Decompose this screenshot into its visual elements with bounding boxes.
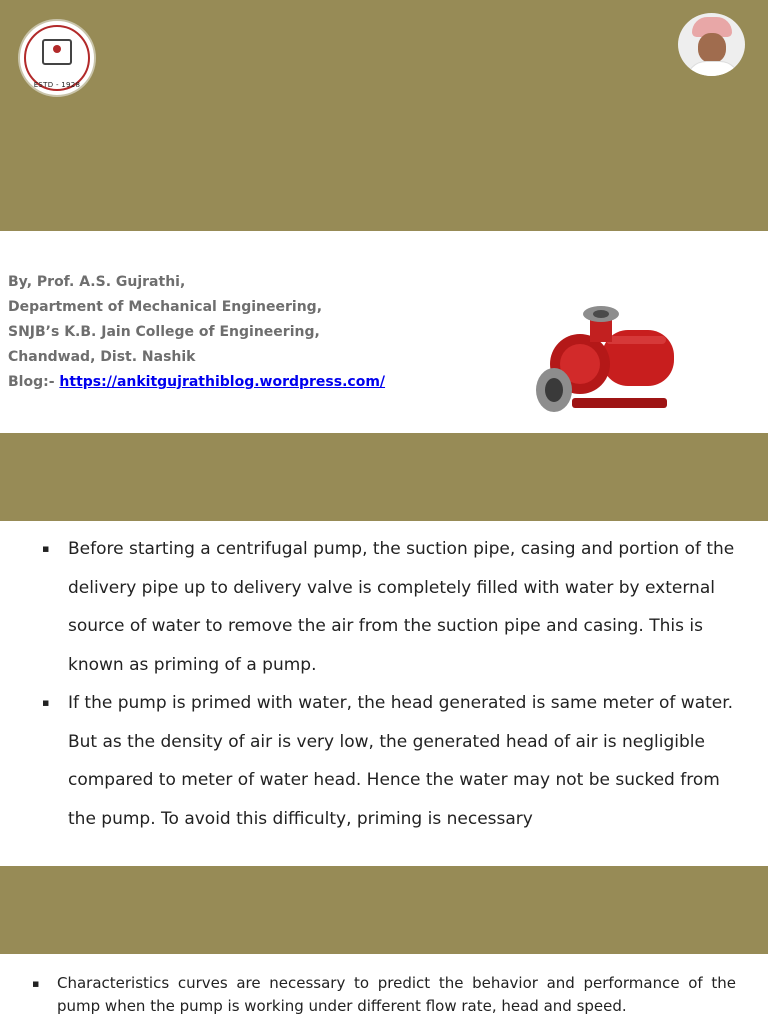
bullet-text: Before starting a centrifugal pump, the suction pipe, casing and portion of the delivery pipe up to delivery valve is completely filled with water by external source of water to remove the air from the suction pipe and casing. This is known as priming of a pump.: [68, 539, 735, 675]
bullet-text: If the pump is primed with water, the head generated is same meter of water. But as the density of air is very low, the generated head of air is negligible compared to meter of water head. Hence the water may not be sucked from the pump. To avoid this difficulty, priming is necessary: [68, 693, 734, 829]
bullet-icon: ▪: [32, 977, 40, 990]
author-info: [8, 270, 428, 395]
characteristics-bullet-list: [30, 972, 736, 1018]
bullet-icon: ▪: [42, 542, 50, 555]
section-band-2: [0, 866, 768, 954]
blog-prefix: Blog:-: [8, 374, 60, 390]
section-band-1: [0, 433, 768, 521]
college-emblem-icon: [18, 19, 96, 97]
author-blog: [8, 370, 428, 395]
author-name: By, Prof. A.S. Gujrathi,: [8, 274, 186, 290]
priming-bullet-list: [40, 530, 750, 838]
author-department: Department of Mechanical Engineering,: [8, 299, 323, 315]
emblem-center: [42, 39, 72, 65]
emblem-estd-text: ESTD - 1928: [33, 81, 81, 89]
author-college: SNJB’s K.B. Jain College of Engineering,: [8, 324, 320, 340]
header-band: [0, 0, 768, 231]
bullet-icon: ▪: [42, 696, 50, 709]
bullet-text: Characteristics curves are necessary to predict the behavior and performance of the pump when the pump is working under different flow rate, head and speed.: [57, 974, 736, 1015]
blog-link[interactable]: https://ankitgujrathiblog.wordpress.com/: [59, 374, 386, 390]
list-item: [40, 530, 750, 684]
founder-portrait-icon: [678, 13, 745, 76]
list-item: [40, 684, 750, 838]
centrifugal-pump-icon: [532, 302, 682, 422]
author-location: Chandwad, Dist. Nashik: [8, 349, 196, 365]
list-item: [30, 972, 736, 1018]
